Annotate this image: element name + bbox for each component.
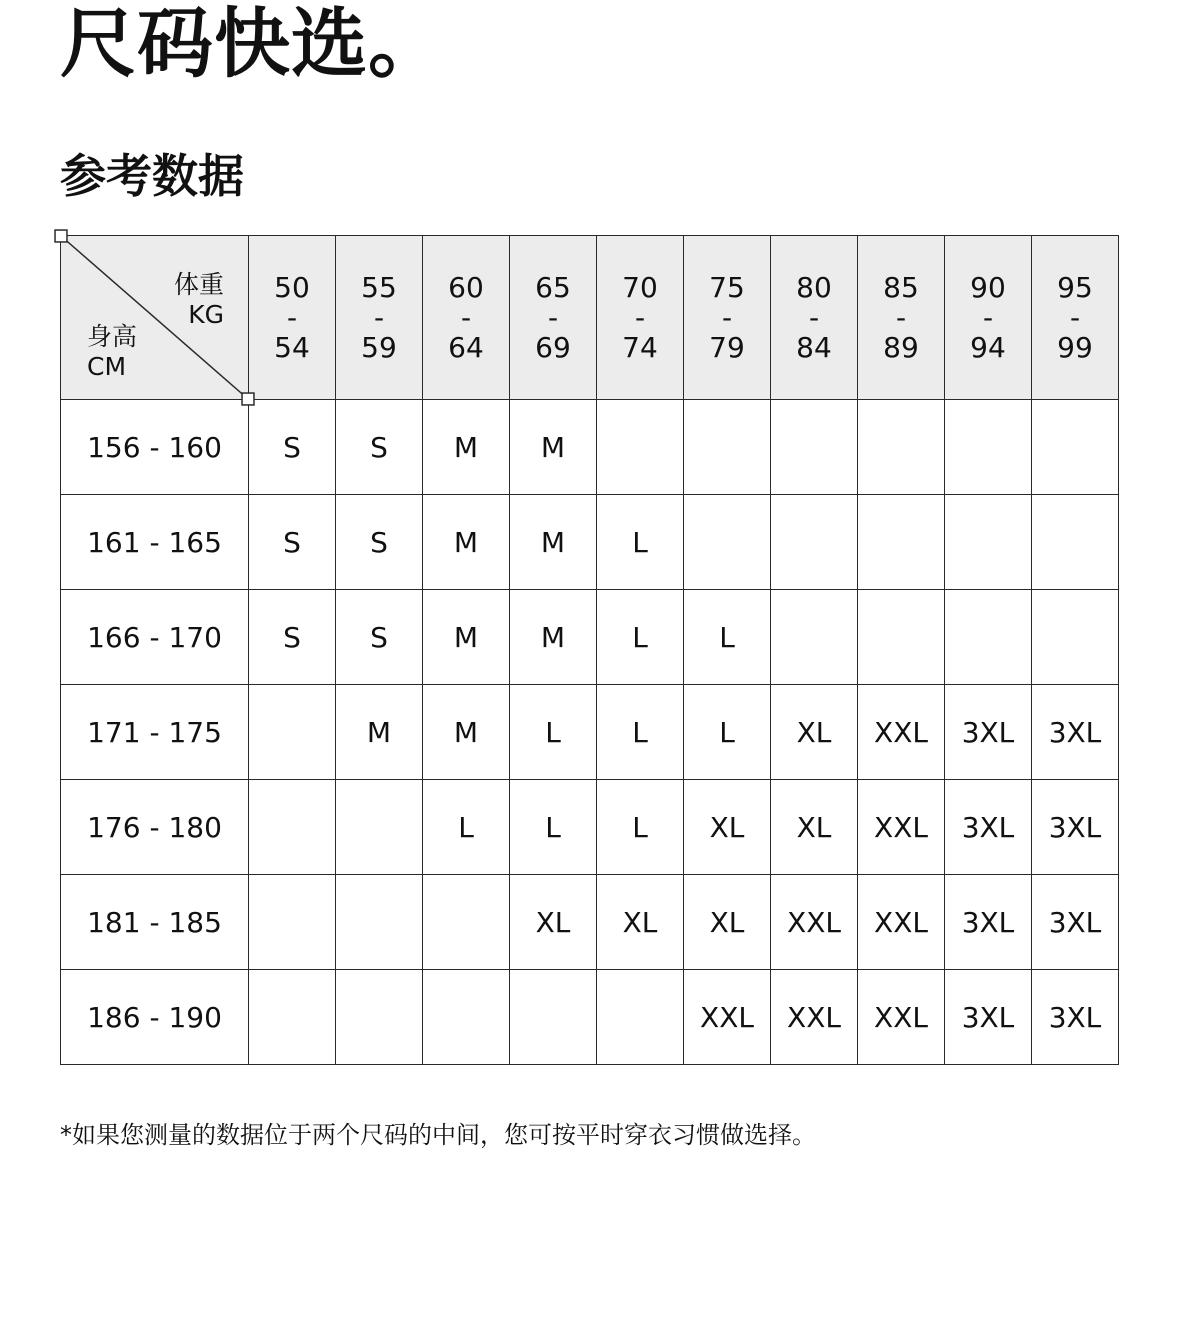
size-cell bbox=[771, 400, 858, 495]
height-label: 身高 bbox=[87, 322, 138, 351]
size-cell: 3XL bbox=[945, 970, 1032, 1065]
size-cell bbox=[423, 875, 510, 970]
size-cell bbox=[945, 495, 1032, 590]
weight-column-header bbox=[336, 236, 423, 400]
weight-column-header bbox=[423, 236, 510, 400]
height-range-cell: 166 - 170 bbox=[61, 590, 249, 685]
size-cell: S bbox=[336, 590, 423, 685]
size-cell bbox=[684, 400, 771, 495]
size-cell: XL bbox=[597, 875, 684, 970]
weight-column-header bbox=[858, 236, 945, 400]
size-cell: S bbox=[249, 495, 336, 590]
weight-range-end: 99 bbox=[1057, 330, 1093, 364]
weight-column-header bbox=[684, 236, 771, 400]
weight-range-start: 85 bbox=[883, 270, 919, 304]
size-cell: XL bbox=[510, 875, 597, 970]
weight-range-end: 69 bbox=[535, 330, 571, 364]
size-cell: S bbox=[336, 495, 423, 590]
size-cell bbox=[1032, 400, 1119, 495]
size-cell bbox=[249, 780, 336, 875]
size-cell bbox=[1032, 495, 1119, 590]
size-cell: XXL bbox=[771, 970, 858, 1065]
height-range-cell: 156 - 160 bbox=[61, 400, 249, 495]
weight-column-header bbox=[771, 236, 858, 400]
weight-range-start: 55 bbox=[361, 270, 397, 304]
weight-range-dash: - bbox=[982, 300, 994, 334]
size-cell: L bbox=[510, 685, 597, 780]
height-range-cell: 171 - 175 bbox=[61, 685, 249, 780]
size-cell: 3XL bbox=[945, 875, 1032, 970]
page-title: 尺码快选。 bbox=[60, 0, 445, 88]
size-cell: XXL bbox=[858, 970, 945, 1065]
corner-height-label bbox=[87, 322, 137, 382]
table-row bbox=[61, 590, 1119, 685]
weight-range-start: 65 bbox=[535, 270, 571, 304]
size-cell: XL bbox=[684, 875, 771, 970]
size-cell: 3XL bbox=[1032, 970, 1119, 1065]
size-cell bbox=[858, 400, 945, 495]
size-cell: M bbox=[510, 590, 597, 685]
size-cell: XXL bbox=[684, 970, 771, 1065]
footnote: *如果您测量的数据位于两个尺码的中间，您可按平时穿衣习惯做选择。 bbox=[60, 1121, 816, 1149]
weight-column-header bbox=[249, 236, 336, 400]
size-cell: 3XL bbox=[945, 685, 1032, 780]
size-cell: XXL bbox=[858, 685, 945, 780]
table-row bbox=[61, 875, 1119, 970]
height-range-cell: 176 - 180 bbox=[61, 780, 249, 875]
weight-column-header bbox=[945, 236, 1032, 400]
height-unit: CM bbox=[87, 352, 127, 381]
weight-range-end: 94 bbox=[970, 330, 1006, 364]
size-cell: XXL bbox=[858, 875, 945, 970]
weight-range-end: 84 bbox=[796, 330, 832, 364]
size-cell bbox=[336, 780, 423, 875]
size-cell bbox=[510, 970, 597, 1065]
size-cell bbox=[771, 495, 858, 590]
weight-range-dash: - bbox=[460, 300, 472, 334]
height-range-cell: 181 - 185 bbox=[61, 875, 249, 970]
corner-cell bbox=[61, 236, 249, 400]
size-cell bbox=[423, 970, 510, 1065]
weight-range-dash: - bbox=[721, 300, 733, 334]
weight-range-start: 75 bbox=[709, 270, 745, 304]
size-cell: 3XL bbox=[945, 780, 1032, 875]
size-cell: XL bbox=[684, 780, 771, 875]
weight-label: 体重 bbox=[173, 270, 224, 299]
weight-column-header bbox=[597, 236, 684, 400]
size-cell: M bbox=[423, 495, 510, 590]
size-cell bbox=[858, 495, 945, 590]
size-cell: M bbox=[510, 495, 597, 590]
size-cell: M bbox=[423, 590, 510, 685]
size-cell: S bbox=[249, 590, 336, 685]
size-cell: L bbox=[684, 685, 771, 780]
table-row bbox=[61, 495, 1119, 590]
weight-range-dash: - bbox=[895, 300, 907, 334]
size-cell: L bbox=[597, 495, 684, 590]
size-cell: 3XL bbox=[1032, 685, 1119, 780]
size-cell: XL bbox=[771, 780, 858, 875]
size-cell: L bbox=[597, 780, 684, 875]
size-cell: L bbox=[510, 780, 597, 875]
size-cell: XXL bbox=[771, 875, 858, 970]
weight-header-row bbox=[61, 236, 1119, 400]
corner-weight-label bbox=[174, 270, 224, 330]
size-cell bbox=[1032, 590, 1119, 685]
weight-range-start: 50 bbox=[274, 270, 310, 304]
size-cell: L bbox=[597, 590, 684, 685]
weight-range-dash: - bbox=[808, 300, 820, 334]
weight-range-end: 54 bbox=[274, 330, 310, 364]
size-cell: L bbox=[684, 590, 771, 685]
size-cell: L bbox=[597, 685, 684, 780]
size-cell: M bbox=[510, 400, 597, 495]
size-cell bbox=[336, 875, 423, 970]
weight-column-header bbox=[1032, 236, 1119, 400]
size-cell bbox=[249, 970, 336, 1065]
weight-range-start: 60 bbox=[448, 270, 484, 304]
weight-range-dash: - bbox=[373, 300, 385, 334]
weight-range-dash: - bbox=[634, 300, 646, 334]
weight-range-end: 59 bbox=[361, 330, 397, 364]
size-cell bbox=[858, 590, 945, 685]
size-cell bbox=[945, 400, 1032, 495]
size-cell: M bbox=[423, 400, 510, 495]
size-cell bbox=[684, 495, 771, 590]
size-cell bbox=[336, 970, 423, 1065]
height-range-cell: 161 - 165 bbox=[61, 495, 249, 590]
weight-range-start: 80 bbox=[796, 270, 832, 304]
size-cell bbox=[597, 970, 684, 1065]
table-row bbox=[61, 400, 1119, 495]
weight-column-header bbox=[510, 236, 597, 400]
section-title: 参考数据 bbox=[60, 149, 244, 203]
weight-range-dash: - bbox=[286, 300, 298, 334]
table-row bbox=[61, 780, 1119, 875]
size-cell: M bbox=[336, 685, 423, 780]
size-cell bbox=[597, 400, 684, 495]
size-cell: S bbox=[336, 400, 423, 495]
weight-range-start: 90 bbox=[970, 270, 1006, 304]
table-row bbox=[61, 685, 1119, 780]
weight-range-dash: - bbox=[547, 300, 559, 334]
size-cell: L bbox=[423, 780, 510, 875]
weight-range-end: 64 bbox=[448, 330, 484, 364]
size-cell: M bbox=[423, 685, 510, 780]
weight-range-start: 95 bbox=[1057, 270, 1093, 304]
size-cell bbox=[771, 590, 858, 685]
size-cell: S bbox=[249, 400, 336, 495]
size-cell: XL bbox=[771, 685, 858, 780]
height-range-cell: 186 - 190 bbox=[61, 970, 249, 1065]
weight-range-dash: - bbox=[1069, 300, 1081, 334]
weight-range-end: 89 bbox=[883, 330, 919, 364]
size-cell bbox=[249, 685, 336, 780]
table-row bbox=[61, 970, 1119, 1065]
weight-unit: KG bbox=[188, 300, 224, 329]
weight-range-end: 79 bbox=[709, 330, 745, 364]
weight-range-end: 74 bbox=[622, 330, 658, 364]
weight-range-start: 70 bbox=[622, 270, 658, 304]
size-cell bbox=[249, 875, 336, 970]
size-cell: XXL bbox=[858, 780, 945, 875]
size-cell bbox=[945, 590, 1032, 685]
size-cell: 3XL bbox=[1032, 875, 1119, 970]
size-table bbox=[60, 235, 1119, 1065]
size-cell: 3XL bbox=[1032, 780, 1119, 875]
